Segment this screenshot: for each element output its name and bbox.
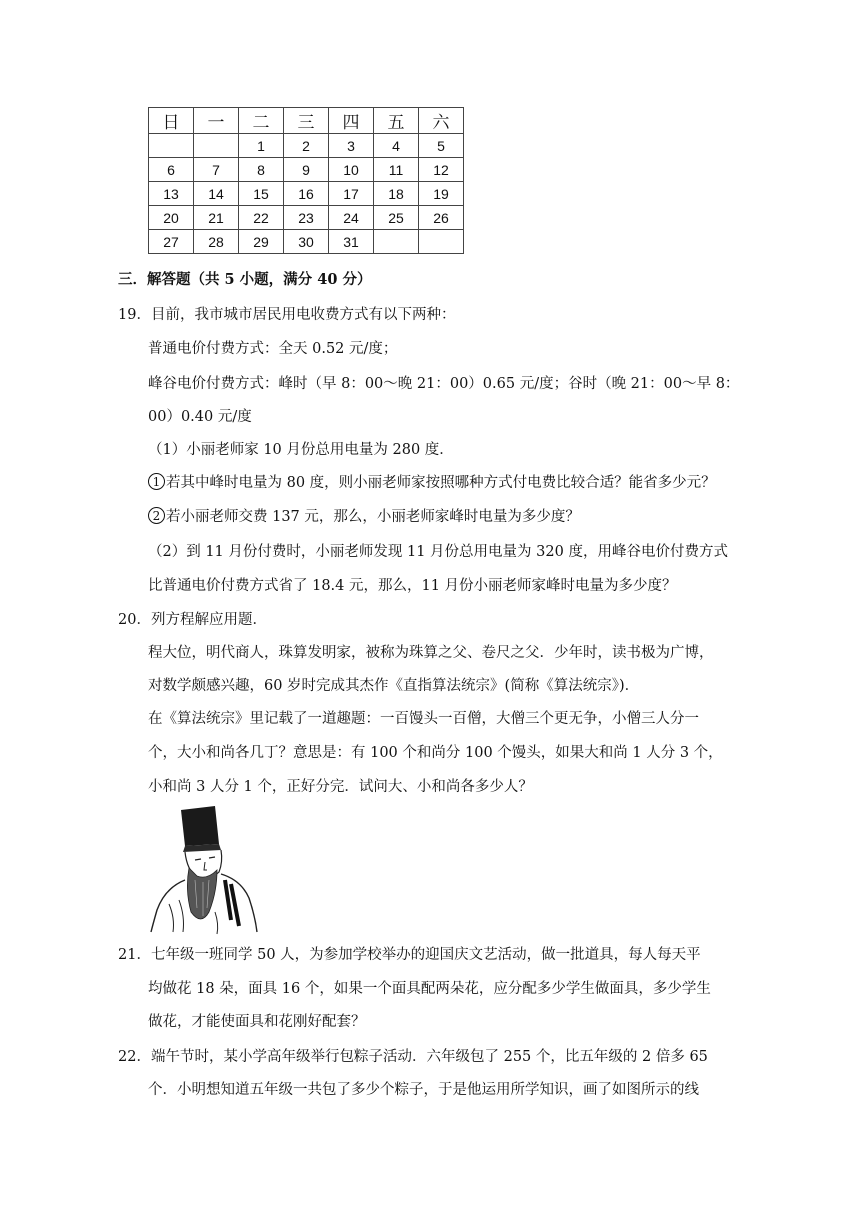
date-cell: 11 (374, 158, 419, 182)
date-cell (419, 230, 464, 254)
date-cell: 12 (419, 158, 464, 182)
date-cell: 23 (284, 206, 329, 230)
cheng-dawei-portrait (145, 800, 265, 935)
weekday-cell: 四 (329, 108, 374, 134)
question-text: 在《算法统宗》里记载了一道趣题：一百馒头一百僧，大僧三个更无争，小僧三人分一 (148, 711, 699, 727)
question-text: 个．小明想知道五年级一共包了多少个粽子，于是他运用所学知识，画了如图所示的线 (148, 1082, 699, 1098)
calendar-row (149, 230, 464, 254)
date-cell: 30 (284, 230, 329, 254)
section-heading: 三．解答题（共 5 小题，满分 40 分） (118, 271, 372, 288)
weekday-cell: 六 (419, 108, 464, 134)
calendar-row (149, 206, 464, 230)
calendar-table (148, 107, 464, 254)
date-cell: 16 (284, 182, 329, 206)
sub-question (148, 473, 716, 493)
question-text: 对数学颇感兴趣，60 岁时完成其杰作《直指算法统宗》(简称《算法统宗》)． (148, 678, 640, 694)
date-cell (149, 134, 194, 158)
weekday-cell: 一 (194, 108, 239, 134)
date-cell (194, 134, 239, 158)
sub-question-text: 若其中峰时电量为 80 度，则小丽老师家按照哪种方式付电费比较合适？能省多少元？ (166, 475, 716, 491)
question-part: （2）到 11 月份付费时，小丽老师发现 11 月份总用电量为 320 度，用峰谷电价付费方式 (148, 544, 728, 560)
question-text: 个，大小和尚各几丁？意思是：有 100 个和尚分 100 个馒头，如果大和尚 1 人分 3 个， (148, 745, 723, 761)
question-part: （1）小丽老师家 10 月份总用电量为 280 度． (148, 442, 454, 458)
date-cell: 24 (329, 206, 374, 230)
date-cell: 21 (194, 206, 239, 230)
date-cell: 20 (149, 206, 194, 230)
date-cell: 31 (329, 230, 374, 254)
date-cell: 2 (284, 134, 329, 158)
calendar-row (149, 134, 464, 158)
question-part: 比普通电价付费方式省了 18.4 元，那么，11 月份小丽老师家峰时电量为多少度？ (148, 578, 677, 594)
question-stem: 列方程解应用题． (151, 612, 267, 628)
question-text: 普通电价付费方式：全天 0.52 元/度； (148, 341, 398, 357)
date-cell: 28 (194, 230, 239, 254)
date-cell: 3 (329, 134, 374, 158)
date-cell: 7 (194, 158, 239, 182)
date-cell: 25 (374, 206, 419, 230)
question-number: 20． (118, 612, 151, 628)
date-cell: 29 (239, 230, 284, 254)
calendar-row (149, 182, 464, 206)
sub-question-text: 若小丽老师交费 137 元，那么，小丽老师家峰时电量为多少度？ (166, 509, 580, 525)
date-cell: 5 (419, 134, 464, 158)
circled-number: 1 (148, 473, 165, 490)
date-cell: 26 (419, 206, 464, 230)
question-text: 00）0.40 元/度 (148, 409, 252, 425)
question-number: 22． (118, 1049, 151, 1065)
weekday-cell: 三 (284, 108, 329, 134)
weekday-cell: 日 (149, 108, 194, 134)
date-cell: 10 (329, 158, 374, 182)
calendar-header-row (149, 108, 464, 134)
date-cell: 4 (374, 134, 419, 158)
date-cell: 9 (284, 158, 329, 182)
date-cell: 8 (239, 158, 284, 182)
question-text: 小和尚 3 人分 1 个，正好分完．试问大、小和尚各多少人？ (148, 779, 533, 795)
weekday-cell: 二 (239, 108, 284, 134)
question-text: 端午节时，某小学高年级举行包粽子活动．六年级包了 255 个，比五年级的 2 倍多 65 (151, 1049, 708, 1065)
date-cell: 22 (239, 206, 284, 230)
date-cell: 1 (239, 134, 284, 158)
circled-number: 2 (148, 507, 165, 524)
question-text: 峰谷电价付费方式：峰时（早 8：00～晚 21：00）0.65 元/度；谷时（晚 21：00～早 8： (148, 376, 740, 392)
question-text: 程大位，明代商人，珠算发明家，被称为珠算之父、卷尺之父．少年时，读书极为广博， (148, 645, 714, 661)
question-stem: 目前，我市城市居民用电收费方式有以下两种： (151, 307, 456, 323)
weekday-cell: 五 (374, 108, 419, 134)
question-text: 做花，才能使面具和花刚好配套？ (148, 1014, 366, 1030)
date-cell: 27 (149, 230, 194, 254)
question-number: 19． (118, 307, 151, 323)
calendar-row (149, 158, 464, 182)
date-cell: 6 (149, 158, 194, 182)
date-cell: 19 (419, 182, 464, 206)
date-cell: 14 (194, 182, 239, 206)
question-text: 七年级一班同学 50 人，为参加学校举办的迎国庆文艺活动，做一批道具，每人每天平 (151, 947, 701, 963)
date-cell: 17 (329, 182, 374, 206)
sub-question (148, 507, 580, 527)
date-cell: 18 (374, 182, 419, 206)
question-number: 21． (118, 947, 151, 963)
date-cell (374, 230, 419, 254)
date-cell: 15 (239, 182, 284, 206)
date-cell: 13 (149, 182, 194, 206)
question-text: 均做花 18 朵，面具 16 个，如果一个面具配两朵花，应分配多少学生做面具，多少学生 (148, 981, 711, 997)
